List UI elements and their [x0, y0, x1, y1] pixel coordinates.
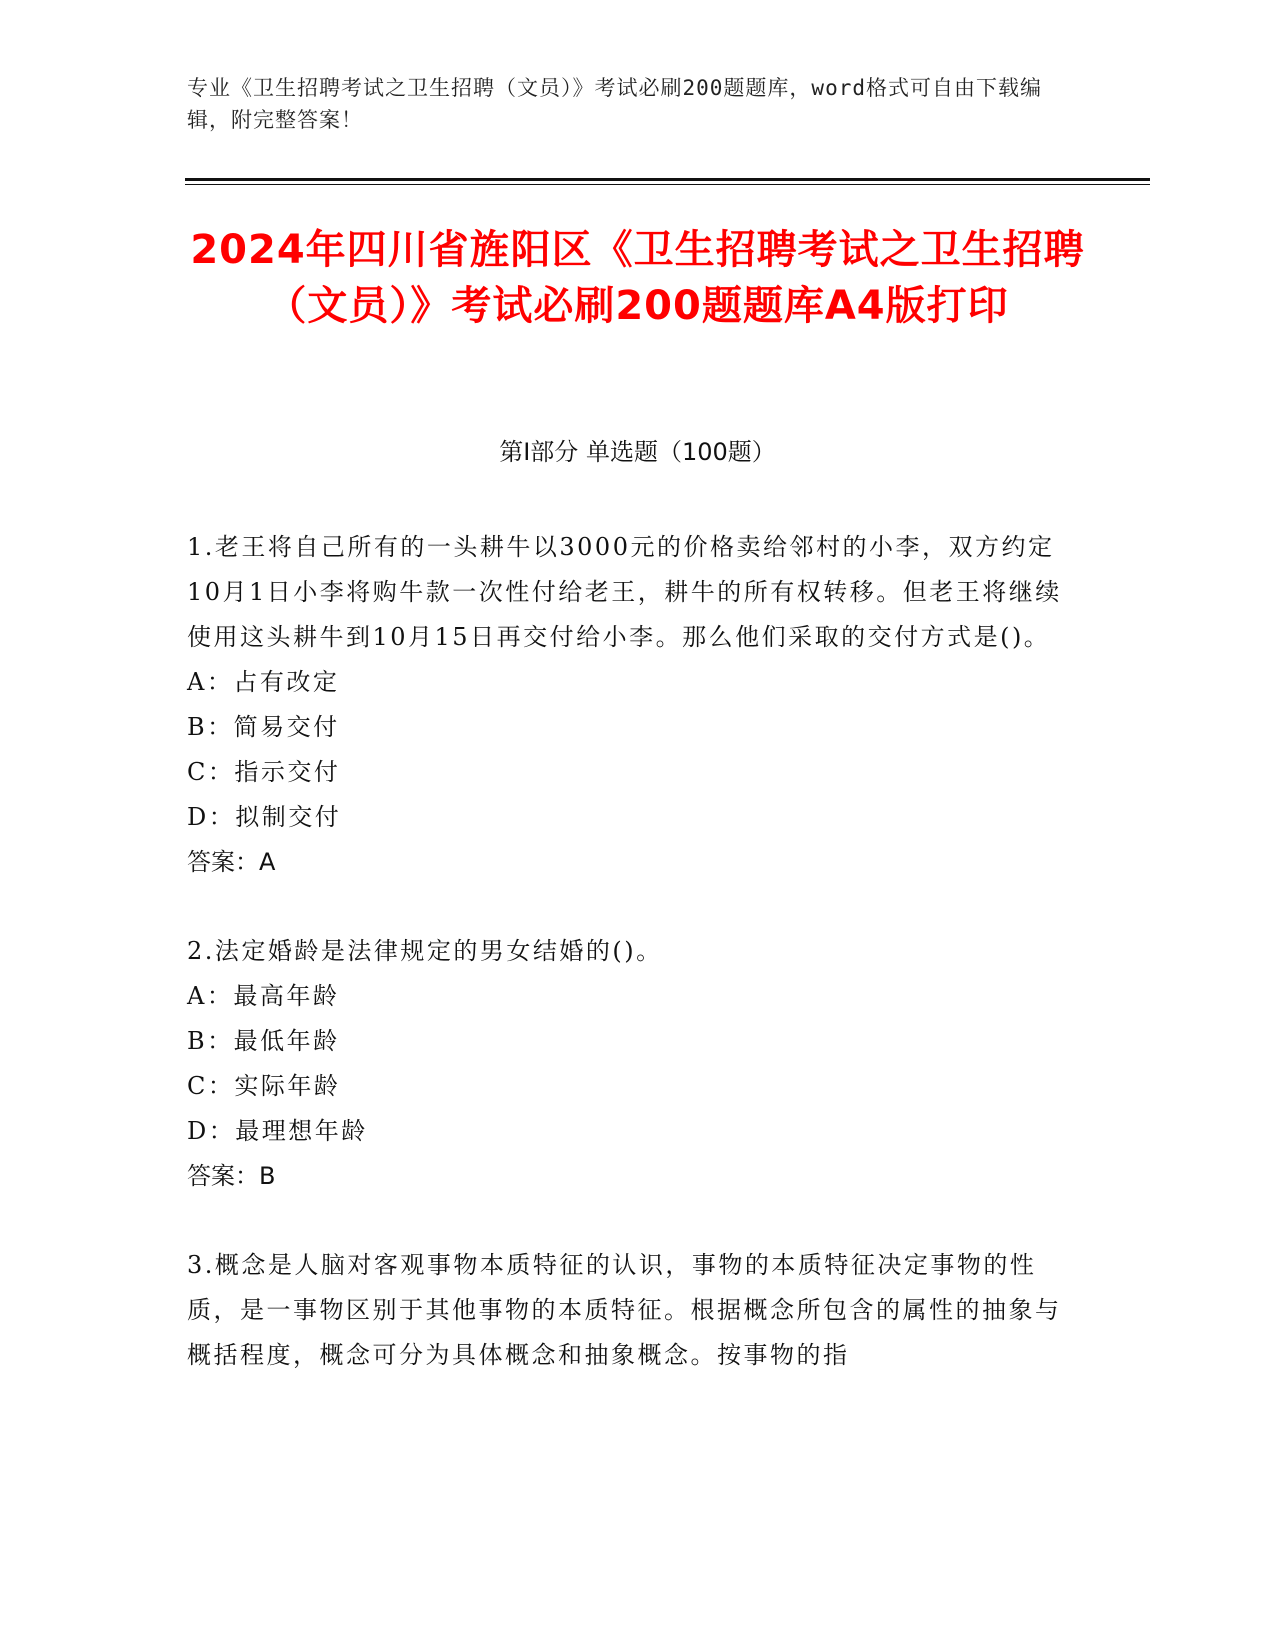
question-2 [187, 929, 1067, 1199]
question-list [187, 525, 1067, 1422]
question-stem: 3.概念是人脑对客观事物本质特征的认识，事物的本质特征决定事物的性质，是一事物区别于其他事物的本质特征。根据概念所包含的属性的抽象与概括程度，概念可分为具体概念和抽象概念。按事物的指 [187, 1251, 1062, 1369]
header-divider-thin [185, 184, 1150, 185]
option-a: A：最高年龄 [187, 982, 340, 1010]
header-divider-thick [185, 178, 1150, 181]
option-c: C：指示交付 [187, 758, 341, 786]
section-heading: 第I部分 单选题（100题） [499, 438, 776, 466]
answer: 答案：B [187, 1162, 276, 1190]
answer: 答案：A [187, 848, 276, 876]
option-d: D：拟制交付 [187, 803, 342, 831]
question-3 [187, 1243, 1067, 1378]
option-a: A：占有改定 [187, 668, 340, 696]
option-b: B：简易交付 [187, 713, 340, 741]
question-stem: 2.法定婚龄是法律规定的男女结婚的()。 [187, 937, 663, 965]
question-1 [187, 525, 1067, 885]
header-note: 专业《卫生招聘考试之卫生招聘（文员）》考试必刷200题题库，word格式可自由下载编辑，附完整答案！ [187, 76, 1042, 132]
question-stem: 1.老王将自己所有的一头耕牛以3000元的价格卖给邻村的小李，双方约定10月1日小李将购牛款一次性付给老王，耕牛的所有权转移。但老王将继续使用这头耕牛到10月15日再交付给小李。那么他们采取的交付方式是()。 [187, 533, 1062, 651]
option-b: B：最低年龄 [187, 1027, 340, 1055]
option-d: D：最理想年龄 [187, 1117, 368, 1145]
option-c: C：实际年龄 [187, 1072, 341, 1100]
document-title: 2024年四川省旌阳区《卫生招聘考试之卫生招聘（文员）》考试必刷200题题库A4版打印 [190, 227, 1085, 329]
